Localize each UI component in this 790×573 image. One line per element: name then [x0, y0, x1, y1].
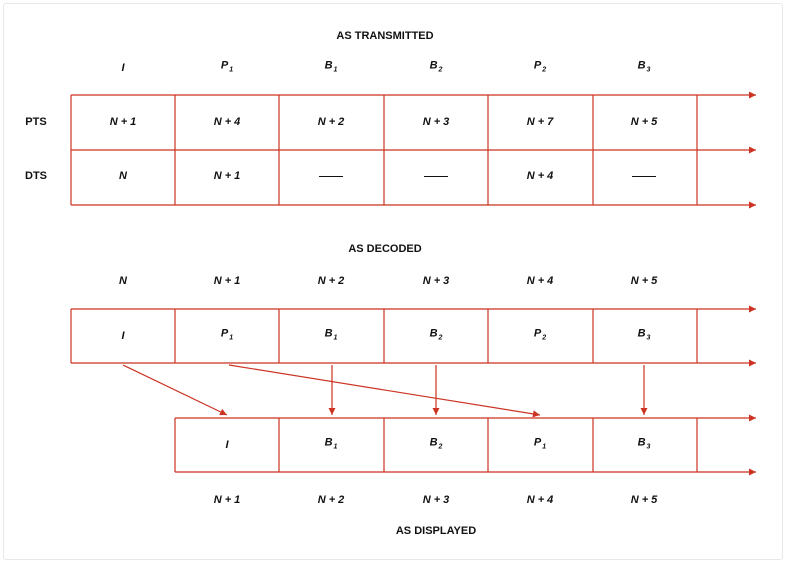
- displayed-frame-4-index: 3: [646, 443, 651, 451]
- display-time-4: N + 5: [630, 494, 658, 506]
- displayed-frame-1-index: 1: [333, 443, 338, 451]
- displayed-frame-4: [638, 437, 651, 454]
- title-as-decoded: AS DECODED: [348, 243, 422, 255]
- transmitted-frame-4-index: 2: [542, 66, 547, 74]
- decode-time-0: N: [119, 275, 127, 287]
- displayed-frame-4-type: B: [637, 436, 646, 449]
- decode-time-1: N + 1: [213, 275, 241, 287]
- decoded-frame-4-index: 2: [542, 334, 547, 342]
- transmitted-frame-3: [430, 60, 443, 77]
- dts-value-0: N: [119, 170, 127, 182]
- decoded-frame-1: [221, 328, 233, 345]
- decode-time-4: N + 4: [526, 275, 554, 287]
- dts-value-4: N + 4: [526, 170, 554, 182]
- decoded-frame-1-index: 1: [229, 334, 234, 342]
- transmitted-frame-5-index: 3: [646, 66, 651, 74]
- decode-time-5: N + 5: [630, 275, 658, 287]
- transmitted-frame-1-index: 1: [229, 66, 234, 74]
- decoded-frame-5-index: 3: [646, 334, 651, 342]
- dts-row-label: DTS: [25, 170, 47, 182]
- title-as-displayed: AS DISPLAYED: [395, 525, 477, 537]
- pts-value-1: N + 4: [213, 116, 241, 128]
- reorder-arrow-p1: [229, 365, 540, 415]
- decoded-frame-2: [325, 328, 338, 345]
- displayed-frame-0-type: I: [225, 439, 229, 451]
- displayed-frame-2-index: 2: [438, 443, 443, 451]
- decoded-frame-3-index: 2: [438, 334, 443, 342]
- decoded-frame-4: [534, 328, 546, 345]
- transmitted-frame-2-index: 1: [333, 66, 338, 74]
- transmitted-frame-3-type: B: [429, 59, 438, 72]
- title-as-transmitted: AS TRANSMITTED: [336, 30, 434, 42]
- pts-value-0: N + 1: [109, 116, 137, 128]
- pts-value-4: N + 7: [526, 116, 554, 128]
- dts-value-5: [632, 176, 656, 177]
- decoded-frame-4-type: P: [533, 327, 542, 340]
- transmitted-frame-4-type: P: [533, 59, 542, 72]
- decoded-frame-0: [121, 330, 124, 342]
- decoded-frame-3: [430, 328, 443, 345]
- transmitted-frame-4: [534, 60, 546, 77]
- decoded-frame-3-type: B: [429, 327, 438, 340]
- transmitted-frame-3-index: 2: [438, 66, 443, 74]
- decoded-frame-5: [638, 328, 651, 345]
- displayed-frame-3: [534, 437, 546, 454]
- displayed-frame-2-type: B: [429, 436, 438, 449]
- decoded-frame-5-type: B: [637, 327, 646, 340]
- dts-value-2: [319, 176, 343, 177]
- displayed-frame-3-type: P: [533, 436, 542, 449]
- displayed-frame-1: [325, 437, 338, 454]
- dts-value-3: [424, 176, 448, 177]
- display-time-2: N + 3: [422, 494, 450, 506]
- pts-value-5: N + 5: [630, 116, 658, 128]
- displayed-frame-3-index: 1: [542, 443, 547, 451]
- transmitted-frame-5-type: B: [637, 59, 646, 72]
- displayed-frame-0: [225, 439, 228, 451]
- displayed-frame-1-type: B: [324, 436, 333, 449]
- decode-time-2: N + 2: [317, 275, 345, 287]
- decoded-frame-2-type: B: [324, 327, 333, 340]
- transmitted-frame-0: [121, 62, 124, 74]
- dts-value-1: N + 1: [213, 170, 241, 182]
- display-time-3: N + 4: [526, 494, 554, 506]
- display-time-0: N + 1: [213, 494, 241, 506]
- pts-value-2: N + 2: [317, 116, 345, 128]
- transmitted-frame-1-type: P: [220, 59, 229, 72]
- transmitted-frame-2-type: B: [324, 59, 333, 72]
- displayed-frame-2: [430, 437, 443, 454]
- pts-row-label: PTS: [25, 116, 47, 128]
- decoded-frame-0-type: I: [121, 330, 125, 342]
- decoded-frame-2-index: 1: [333, 334, 338, 342]
- decoded-frame-1-type: P: [220, 327, 229, 340]
- transmitted-frame-2: [325, 60, 338, 77]
- transmitted-frame-1: [221, 60, 233, 77]
- pts-value-3: N + 3: [422, 116, 450, 128]
- display-time-1: N + 2: [317, 494, 345, 506]
- transmitted-frame-5: [638, 60, 651, 77]
- transmitted-frame-0-type: I: [121, 62, 125, 74]
- decode-time-3: N + 3: [422, 275, 450, 287]
- reorder-arrow-i: [123, 365, 227, 415]
